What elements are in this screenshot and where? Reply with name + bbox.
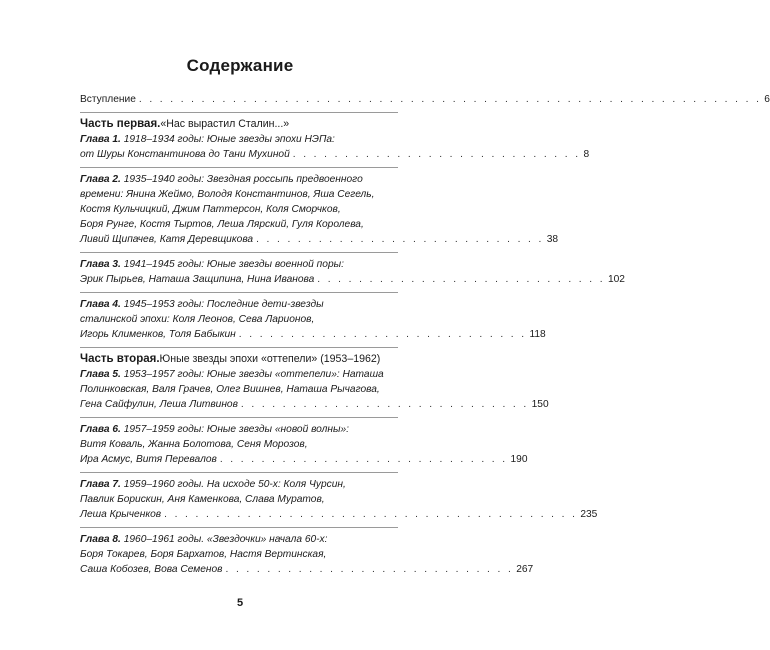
toc-page-number: 6	[764, 94, 770, 105]
part-subtitle: «Нас вырастил Сталин...»	[160, 118, 290, 130]
toc-chapter-8[interactable]	[80, 532, 534, 577]
chapter-label: Глава 7.	[80, 479, 121, 490]
chapter-title-line: 1960–1961 годы. «Звездочки» начала 60-х:	[120, 534, 328, 545]
divider	[80, 167, 398, 168]
chapter-title-line: сталинской эпохи: Коля Леонов, Сева Ларионов,	[80, 314, 315, 325]
toc-chapter-7[interactable]	[80, 477, 598, 522]
part-name: Часть вторая.	[80, 353, 160, 365]
toc-page-number: 267	[516, 564, 534, 575]
toc-part-2[interactable]	[80, 352, 398, 367]
toc-page-number: 8	[583, 149, 590, 160]
chapter-title-line: 1941–1945 годы: Юные звезды военной поры:	[120, 259, 344, 270]
dot-leader: . . . . . . . . . . . . . . . . . . . . . . . . . . . . . . . . . . . . . . . . . . . . . . . . . . . . . . . . . . . .	[138, 94, 762, 105]
toc-entry-title: Вступление	[80, 94, 136, 105]
toc-chapter-2[interactable]	[80, 172, 559, 247]
divider	[80, 527, 398, 528]
toc-chapter-1[interactable]	[80, 132, 590, 162]
toc-page-number: 38	[546, 234, 559, 245]
dot-leader: . . . . . . . . . . . . . . . . . . . . . . . . . . . .	[238, 329, 527, 340]
dot-leader: . . . . . . . . . . . . . . . . . . . . . . . . . . . .	[317, 274, 605, 285]
dot-leader: . . . . . . . . . . . . . . . . . . . . . . . . . . . .	[240, 399, 529, 410]
table-of-contents	[80, 92, 770, 577]
chapter-title-line: Ира Асмус, Витя Перевалов	[80, 454, 217, 465]
chapter-label: Глава 6.	[80, 424, 121, 435]
chapter-title-line: от Шуры Константинова до Тани Мухиной	[80, 149, 290, 160]
chapter-title-line: 1945–1953 годы: Последние дети-звезды	[120, 299, 324, 310]
toc-page-number: 190	[510, 454, 528, 465]
chapter-title-line: времени: Янина Жеймо, Володя Константинов, Яша Сегель,	[80, 189, 375, 200]
divider	[80, 472, 398, 473]
page-number: 5	[236, 597, 244, 609]
chapter-title-line: Павлик Борискин, Аня Каменкова, Слава Муратов,	[80, 494, 325, 505]
divider	[80, 417, 398, 418]
chapter-title-line: Боря Рунге, Костя Тыртов, Леша Лярский, Гуля Королева,	[80, 219, 364, 230]
chapter-label: Глава 8.	[80, 534, 121, 545]
chapter-title-line: Эрик Пырьев, Наташа Защипина, Нина Иванова	[80, 274, 315, 285]
chapter-title-line: 1935–1940 годы: Звездная россыпь предвоенного	[120, 174, 363, 185]
toc-page-number: 150	[531, 399, 549, 410]
dot-leader: . . . . . . . . . . . . . . . . . . . . . . . . . . . .	[256, 234, 544, 245]
chapter-title-line: 1959–1960 годы. На исходе 50-х: Коля Чурсин,	[120, 479, 346, 490]
toc-page-number: 118	[529, 329, 546, 340]
dot-leader: . . . . . . . . . . . . . . . . . . . . . . . . . . . .	[292, 149, 581, 160]
toc-chapter-5[interactable]	[80, 367, 549, 412]
toc-page-number: 102	[607, 274, 625, 285]
dot-leader: . . . . . . . . . . . . . . . . . . . . . . . . . . . . . . . . . . . . . . . .	[164, 509, 578, 520]
page-title: Содержание	[186, 56, 294, 75]
chapter-label: Глава 5.	[80, 369, 121, 380]
part-name: Часть первая.	[80, 118, 161, 130]
toc-chapter-6[interactable]	[80, 422, 528, 467]
chapter-title-line: Ливий Щипачев, Катя Деревщикова	[80, 234, 254, 245]
divider	[80, 292, 398, 293]
chapter-title-line: Витя Коваль, Жанна Болотова, Сеня Морозов,	[80, 439, 308, 450]
chapter-label: Глава 4.	[80, 299, 121, 310]
toc-page-number: 235	[580, 509, 598, 520]
chapter-title-line: 1953–1957 годы: Юные звезды «оттепели»: Наташа	[120, 369, 384, 380]
chapter-title-line: Леша Крыченков	[80, 509, 162, 520]
toc-chapter-4[interactable]	[80, 297, 546, 342]
toc-entry-intro[interactable]	[80, 92, 770, 107]
divider	[80, 252, 398, 253]
chapter-title-line: Костя Кульчицкий, Джим Паттерсон, Коля Сморчков,	[80, 204, 341, 215]
chapter-title-line: Полинковская, Валя Грачев, Олег Вишнев, Наташа Рычагова,	[80, 384, 380, 395]
chapter-title-line: Боря Токарев, Боря Бархатов, Настя Вертинская,	[80, 549, 327, 560]
dot-leader: . . . . . . . . . . . . . . . . . . . . . . . . . . . .	[225, 564, 514, 575]
chapter-title-line: 1918–1934 годы: Юные звезды эпохи НЭПа:	[120, 134, 335, 145]
chapter-title-line: Гена Сайфулин, Леша Литвинов	[80, 399, 238, 410]
chapter-title-line: Игорь Клименков, Толя Бабыкин	[80, 329, 236, 340]
dot-leader: . . . . . . . . . . . . . . . . . . . . . . . . . . . .	[219, 454, 508, 465]
toc-chapter-3[interactable]	[80, 257, 625, 287]
divider	[80, 347, 398, 348]
toc-part-1[interactable]	[80, 117, 398, 132]
part-subtitle: Юные звезды эпохи «оттепели» (1953–1962)	[159, 353, 381, 365]
divider	[80, 112, 398, 113]
chapter-title-line: Саша Кобозев, Вова Семенов	[80, 564, 223, 575]
chapter-label: Глава 2.	[80, 174, 121, 185]
chapter-title-line: 1957–1959 годы: Юные звезды «новой волны»:	[120, 424, 349, 435]
chapter-label: Глава 3.	[80, 259, 121, 270]
chapter-label: Глава 1.	[80, 134, 121, 145]
